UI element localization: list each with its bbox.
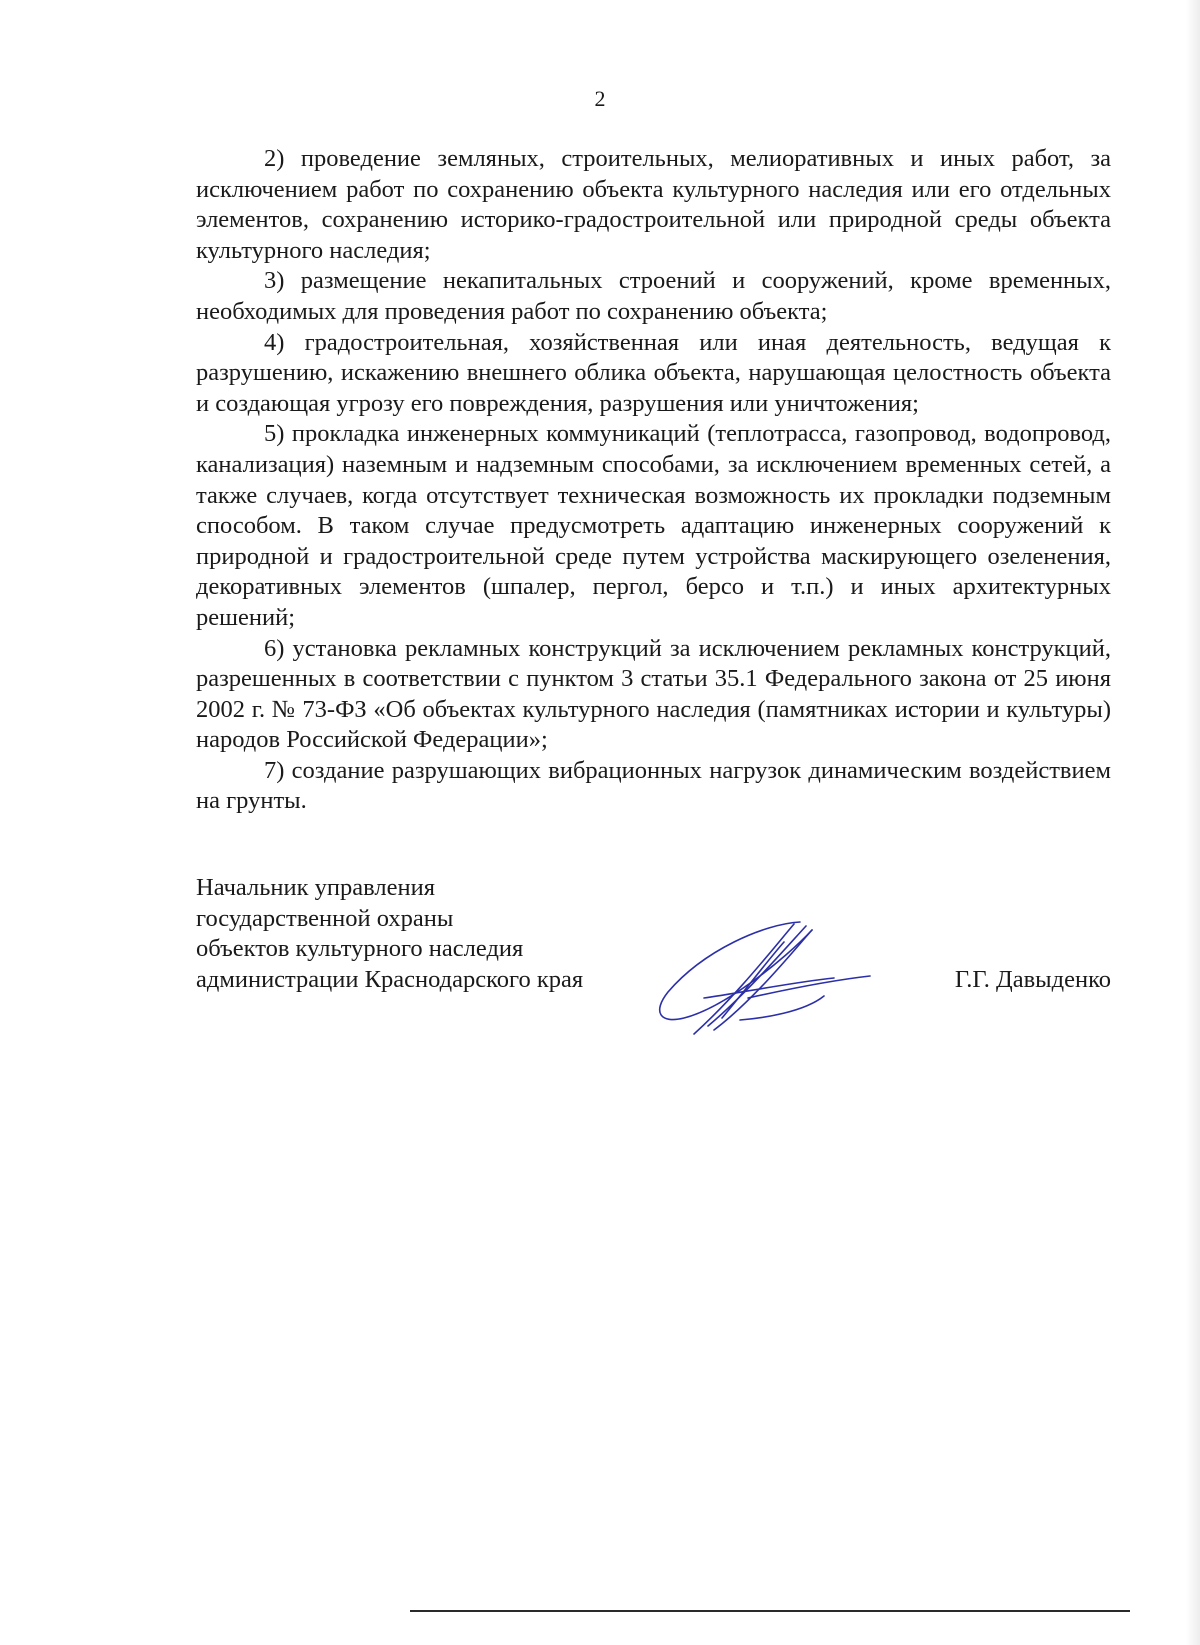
page-number: 2 (594, 86, 606, 111)
scan-edge-shadow (1186, 0, 1200, 1645)
list-item-7: 7) создание разрушающих вибрационных нагрузок динамическим воздействием на грунты. (196, 756, 1111, 815)
signatory-name: Г.Г. Давыденко (954, 965, 1111, 993)
signatory-title-line: Начальник управления (196, 874, 435, 901)
list-item-3: 3) размещение некапитальных строений и сооружений, кроме временных, необходимых для проведения работ по сохранению объекта; (196, 267, 1111, 325)
handwritten-signature (644, 900, 924, 1040)
list-item-2: 2) проведение земляных, строительных, мелиоративных и иных работ, за исключением работ по сохранению объекта культурного наследия или его отдельных элементов, сохранению историко-градостроительной или природной среды объекта культурного наследия; (196, 145, 1111, 264)
signatory-title-line: администрации Краснодарского края (196, 965, 584, 993)
signatory-title-line: объектов культурного наследия (196, 935, 524, 963)
list-item-4: 4) градостроительная, хозяйственная или иная деятельность, ведущая к разрушению, искажению внешнего облика объекта, нарушающая целостность объекта и создающая угрозу его повреждения, разрушения или уничтожения; (196, 328, 1111, 417)
list-item-5: 5) прокладка инженерных коммуникаций (теплотрасса, газопровод, водопровод, канализация) наземным и надземным способами, за исключением временных сетей, а также случаев, когда отсутствует техническая возможность их прокладки подземным способом. В таком случае предусмотреть адаптацию инженерных сооружений к природной и градостроительной среде путем устройства маскирующего озеленения, декоративных элементов (шпалер, пергол, берсо и т.п.) и иных архитектурных решений; (196, 420, 1111, 631)
list-item-6: 6) установка рекламных конструкций за исключением рекламных конструкций, разрешенных в соответствии с пунктом 3 статьи 35.1 Федерального закона от 25 июня 2002 г. № 73-ФЗ «Об объектах культурного наследия (памятниках истории и культуры) народов Российской Федерации»; (196, 634, 1111, 754)
restrictions-list (196, 144, 1111, 817)
bottom-rule (410, 1610, 1130, 1612)
signatory-title-line: государственной охраны (196, 904, 454, 932)
